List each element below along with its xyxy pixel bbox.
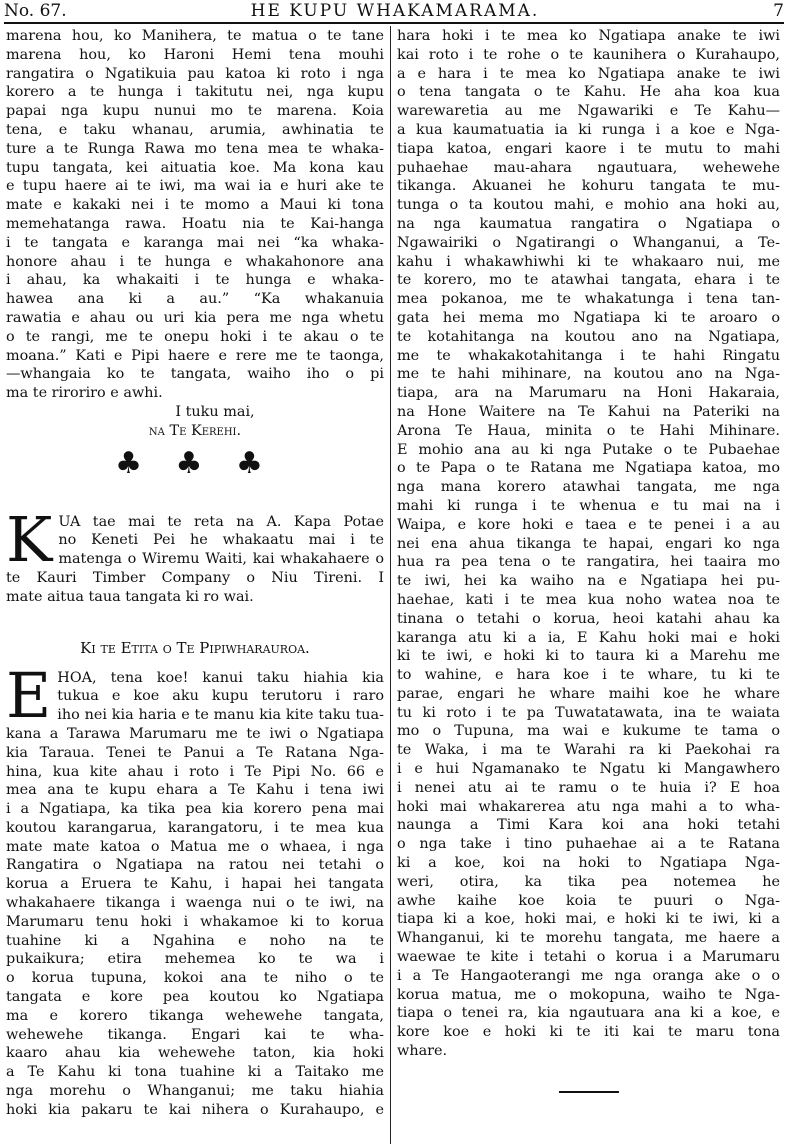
text-line: parae, engari he whare maihi koe he whare [397, 685, 780, 702]
text-line: o tena tangata o te Kahu. He aha koa kua [397, 84, 780, 101]
letter-continuation [6, 27, 384, 403]
text-line: na nga kaumatua rangatira o Ngatiapa o [397, 215, 780, 232]
article-dropcap: E [6, 658, 52, 732]
text-line: hina, kua kite ahau i roto i Te Pipi No. 66 e [6, 763, 384, 780]
text-line: tukua e koe aku kupu terutoru i raro [57, 688, 384, 705]
text-line: i a Te Hangaoterangi me nga oranga ake o o [397, 967, 780, 984]
text-line: matenga o Wiremu Waiti, kai whakahaere o [58, 551, 384, 568]
text-line: Waipa, e kore hoki e taea e te penei i a au [397, 516, 780, 533]
text-line: kahu i whakawhiwhi ki te whakaaro nui, me [397, 253, 780, 270]
text-line: wehewehe tikanga. Engari kai te wha- [6, 1026, 384, 1043]
article-title: Ki te Etita o Te Pipiwharauroa. [80, 638, 310, 657]
text-line: mate mate katoa o Matua me o whaea, i nga [6, 838, 384, 855]
text-line: tiapa ki a koe, hoki mai, e hoki ki te iwi, ki a [397, 911, 780, 928]
text-line: a e hara i te mea ko Ngatiapa anake te iwi [397, 65, 780, 82]
text-line: Marumaru tenu hoki i whakamoe ki to korua [6, 913, 384, 930]
text-line: te kotahitanga na koutou ano na Ngatiapa, [397, 328, 780, 345]
signoff-author: na Te Kerehi. [148, 422, 242, 439]
text-line: te iwi, hei ka waiho na e Ngatiapa hei pu- [397, 573, 780, 590]
text-line: moana.” Kati e Pipi haere e rere me te taonga, [6, 347, 384, 364]
text-line: te Waka, i ma te Warahi ra ki Paekohai ra [397, 742, 780, 759]
text-line: hawea ana ki a au.” “Ka whakanuia [6, 291, 384, 308]
text-line: weri, otira, ka tika pea notemea he [397, 873, 780, 890]
text-line: marena hou, ko Haroni Hemi tena mouhi [6, 46, 384, 63]
text-line: i nenei atu ai te ramu o te huia i? E hoa [397, 779, 780, 796]
text-line: i e hui Ngamanako te Ngatu ki Mangawhero [397, 761, 780, 778]
text-line: ma e korero tikanga wehewehe tangata, [6, 1007, 384, 1024]
text-line: karanga atu ki a ia, E Kahu hoki mai e hoki [397, 629, 780, 646]
text-line: mate aitua taua tangata ki ro wai. [6, 588, 254, 605]
text-line: na Hone Waitere na Te Kahui na Pateriki na [397, 403, 780, 420]
text-line: e tupu haere ai te iwi, ma wai ia e huri ake te [6, 178, 384, 195]
text-line: awhe kaihe koe koia te puuri o Nga- [397, 892, 780, 909]
text-line: gata hei mema mo Ngatiapa ki te aroaro o [397, 309, 780, 326]
text-line: hua ra pea tena o te rangatira, hei taaira mo [397, 554, 780, 571]
running-title: HE KUPU WHAKAMARAMA. [250, 1, 540, 21]
text-line: me te whakakotahitanga i te hahi Ringatu [397, 347, 780, 364]
end-mark [397, 1083, 780, 1102]
text-line: ki te iwi, e hoki ki to taura ki a Marehu me [397, 648, 780, 665]
text-line: waewae te kite i tetahi o korua i a Marumaru [397, 949, 780, 966]
text-line: mo o Tupuna, ma wai e kukume te tama o [397, 723, 780, 740]
text-line: o te Papa o te Ratana me Ngatiapa katoa, mo [397, 460, 780, 477]
text-line: Rangatira o Ngatiapa na ratou nei tetahi o [6, 857, 384, 874]
text-line: o nga take i tino puhaehae ai a te Ratana [397, 836, 780, 853]
clover-ornament: ♣ ♣ ♣ [115, 445, 275, 481]
text-line: haehae, kati i te mea kua noho watea noa te [397, 591, 780, 608]
text-line: to wahine, e hara koe i te whare, tu ki te [397, 667, 780, 684]
text-line: pukaikura; etira mehemea ko te wa i [6, 951, 384, 968]
text-line: tiapa katoa, engari kaore i te mutu to mahi [397, 140, 780, 157]
text-line: i te tangata e karanga mai nei “ka whaka- [6, 234, 384, 251]
text-line: tena, e taku whanau, arumia, awhinatia te [6, 121, 384, 138]
text-line: kaaro ahau kia wehewehe taton, kia hoki [6, 1045, 384, 1062]
text-line: HOA, tena koe! kanui taku hiahia kia [57, 669, 384, 686]
text-line: te Kauri Timber Company o Niu Tireni. I [6, 569, 384, 586]
text-line: ture a te Runga Rawa mo tena mea te whaka- [6, 140, 384, 157]
text-line: o korua tupuna, kokoi ana te niho o te [6, 970, 384, 987]
text-line: kore koe e hoki ki te iti kai te maru tona [397, 1024, 780, 1041]
text-line: ki a koe, koi na hoki to Ngatiapa Nga- [397, 855, 780, 872]
text-line: puhaehae mau-ahara ngautuara, wehewehe [397, 159, 780, 176]
text-line: whare. [397, 1043, 448, 1060]
text-line: koutou karangarua, karangatoru, i te mea kua [6, 819, 384, 836]
page-header [0, 0, 790, 22]
page-number: 7 [773, 1, 784, 21]
text-line: kai roto i te rohe o te kaunihera o Kurahaupo, [397, 46, 780, 63]
text-line: naunga a Timi Kara koi ana hoki tetahi [397, 817, 780, 834]
text-line: no Keneti Pei he whakaatu mai i te [58, 532, 384, 549]
text-line: Ngawairiki o Ngatirangi o Whanganui, a Te- [397, 234, 780, 251]
text-line: honore ahau i te hunga e whakahonore ana [6, 253, 384, 270]
text-line: tunga o ta koutou mahi, e mohio ana hoki au, [397, 197, 780, 214]
text-line: mahi ki runga i te whenua e tu mai na i [397, 497, 780, 514]
issue-number: No. 67. [4, 1, 67, 21]
article-body [6, 658, 384, 1120]
notice-paragraph [6, 502, 384, 607]
text-line: mea ana te kupu ehara a Te Kahu i tena iwi [6, 782, 384, 799]
text-line: i a Ngatiapa, ka tika pea kia korero pena mai [6, 801, 384, 818]
text-line: memehatanga rawa. Hoatu nia te Kai-hanga [6, 215, 384, 232]
text-line: kia Taraua. Tenei te Panui a Te Ratana Nga- [6, 744, 384, 761]
column-divider [390, 26, 391, 1144]
text-line: hoki kia pakaru te kai nihera o Kurahaupo, e [6, 1101, 384, 1118]
text-line: a kua kaumatuatia ia ki runga i a koe e Nga- [397, 121, 780, 138]
signoff-line: I tuku mai, [175, 403, 255, 420]
text-line: Arona Te Haua, minita o te Hahi Mihinare. [397, 422, 780, 439]
left-column [6, 27, 384, 1120]
text-line: papai nga kupu nunui mo te marena. Koia [6, 103, 384, 120]
text-line: tu ki roto i te pa Tuwatatawata, ina te waiata [397, 704, 780, 721]
text-line: rawatia e ahau ou uri kia pera me nga whetu [6, 309, 384, 326]
text-line: whakahaere tikanga i waenga nui o te iwi, na [6, 895, 384, 912]
text-line: nei ena ahua tikanga te hapai, engari ko nga [397, 535, 780, 552]
text-line: te korero, mo te atawhai tangata, ehara i te [397, 272, 780, 289]
text-line: tiapa o tenei ra, kia ngautuara ana ki a koe, e [397, 1005, 780, 1022]
text-line: rangatira o Ngatikuia pau katoa ki roto i nga [6, 65, 384, 82]
text-line: hoki mai whakarerea atu nga mahi a to wha- [397, 798, 780, 815]
text-line: E mohio ana au ki nga Putake o te Pubaehae [397, 441, 780, 458]
letter-continued [397, 27, 780, 1061]
right-column [397, 27, 780, 1102]
text-line: o te rangi, me te onepu hoki i te akau o te [6, 328, 384, 345]
text-line: me te hahi mihinare, na koutou ano na Nga- [397, 366, 780, 383]
text-line: korua a Eruera te Kahu, i hapai hei tangata [6, 876, 384, 893]
text-line: tupu tangata, kei aituatia koe. Ma kona kau [6, 159, 384, 176]
text-line: tikanga. Akuanei he kohuru tangata te mu- [397, 178, 780, 195]
text-line: ma te riroriro e awhi. [6, 385, 163, 402]
text-line: UA tae mai te reta na A. Kapa Potae [58, 513, 384, 530]
text-line: tangata e kore pea koutou ko Ngatiapa [6, 989, 384, 1006]
text-line: warewaretia au me Ngawariki e Te Kahu— [397, 103, 780, 120]
text-line: marena hou, ko Manihera, te matua o te tane [6, 28, 384, 44]
text-line: mate e kakaki nei i te momo a Maui ki tona [6, 197, 384, 214]
text-line: nga morehu o Whanganui; me taku hiahia [6, 1083, 384, 1100]
text-line: mea pokanoa, me te whakatunga i tena tan- [397, 291, 780, 308]
text-line: hara hoki i te mea ko Ngatiapa anake te iwi [397, 28, 780, 44]
text-line: korua matua, me o mokopuna, waiho te Nga- [397, 986, 780, 1003]
text-line: korero a te hunga i takitutu nei, nga kupu [6, 84, 384, 101]
notice-dropcap: K [6, 502, 53, 576]
text-line: kana a Tarawa Marumaru me te iwi o Ngatiapa [6, 725, 384, 742]
text-line: nga mana korero atawhai tangata, me nga [397, 479, 780, 496]
header-rule [4, 22, 784, 24]
text-line: —whangaia ko te tangata, waiho iho o pi [6, 366, 384, 383]
text-line: tinana o tetahi o korua, heoi katahi ahau ka [397, 610, 780, 627]
text-line: Whanganui, ki te morehu tangata, me haere a [397, 930, 780, 947]
text-line: tuahine ki a Ngahina e noho na te [6, 932, 384, 949]
text-line: a Te Kahu ki tona tuahine ki a Taitako me [6, 1064, 384, 1081]
text-line: iho nei kia haria e te manu kia kite taku tua- [57, 707, 384, 724]
text-line: i ahau, ka whakaiti i te hunga e whaka- [6, 272, 384, 289]
text-line: tiapa, ara na Marumaru na Honi Hakaraia, [397, 385, 780, 402]
